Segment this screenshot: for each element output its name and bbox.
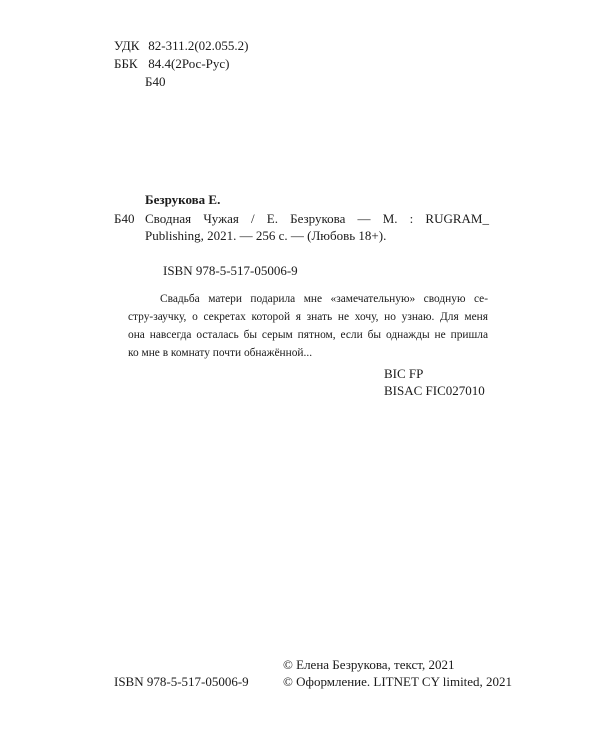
annotation-line: стру-заучку, о секретах которой я знать не хочу, но узнаю. Для меня	[128, 311, 488, 323]
udk-row	[114, 37, 249, 54]
catalog-entry-line2: Publishing, 2021. — 256 с. — (Любовь 18+).	[145, 228, 387, 243]
copyright-text: © Елена Безрукова, текст, 2021	[283, 657, 455, 672]
udk-label: УДК	[114, 38, 140, 53]
catalog-isbn: ISBN 978-5-517-05006-9	[163, 263, 298, 278]
udk-value: 82-311.2(02.055.2)	[148, 38, 249, 53]
bbk-label: ББК	[114, 56, 138, 71]
bisac-code: BISAC FIC027010	[384, 383, 485, 398]
annotation-line: ко мне в комнату почти обнажённой...	[128, 347, 313, 359]
annotation-line: Свадьба матери подарила мне «замечательную» сводную се-	[160, 293, 488, 305]
catalog-mark: Б40	[114, 211, 135, 226]
bbk-value: 84.4(2Рос-Рус)	[148, 56, 230, 71]
bic-code: BIC FP	[384, 366, 424, 381]
catalog-entry-line1: Сводная Чужая / Е. Безрукова — М. : RUGRAM_	[145, 211, 489, 226]
annotation-line: она навсегда осталась бы серым пятном, если бы однажды не пришла	[128, 329, 488, 341]
annotation	[128, 290, 488, 362]
footer-isbn: ISBN 978-5-517-05006-9	[114, 674, 249, 689]
copyright-design: © Оформление. LITNET CY limited, 2021	[283, 674, 513, 689]
author-mark: Б40	[145, 74, 166, 89]
author-heading: Безрукова Е.	[145, 192, 221, 207]
bbk-row	[114, 55, 230, 72]
